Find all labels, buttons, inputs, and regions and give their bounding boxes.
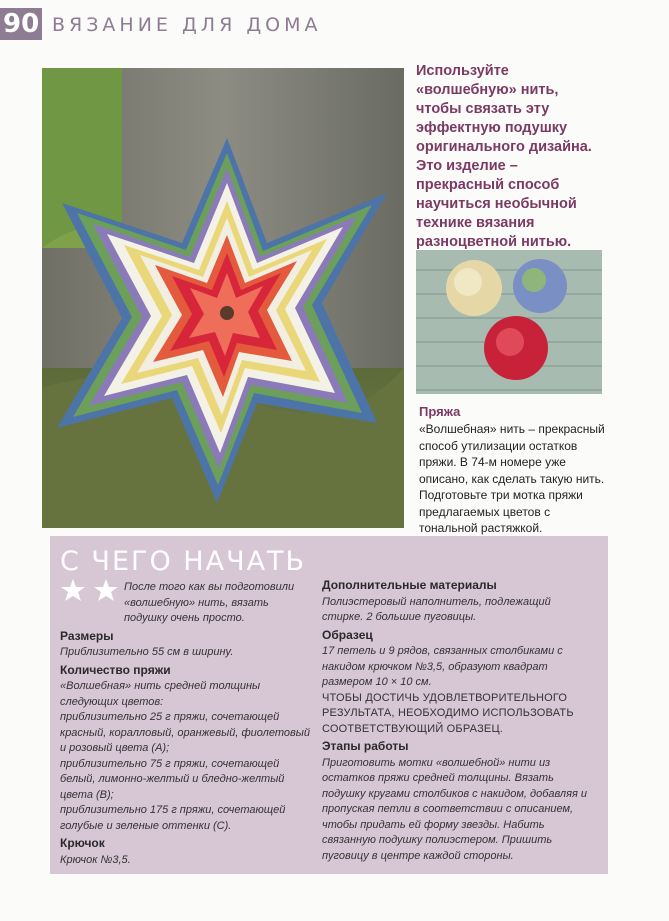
section-header: ВЯЗАНИЕ ДЛЯ ДОМА (52, 14, 322, 36)
lead-text: После того как вы подготовили «волшебную» нить, вязать подушку очень просто. (124, 581, 295, 624)
panel-title: С ЧЕГО НАЧАТЬ (60, 546, 307, 577)
yarn-balls-photo (416, 250, 602, 394)
sizes-text: Приблизительно 55 см в ширину. (60, 646, 234, 658)
hook-title: Крючок (60, 836, 105, 850)
steps-title: Этапы работы (322, 739, 409, 753)
yarn-amount-text: «Волшебная» нить средней толщины следующих цветов: (60, 680, 261, 708)
yarn-a-text: приблизительно 25 г пряжи, сочетающей красный, коралловый, оранжевый, фиолетовый и розовый цвета (A); (60, 711, 310, 754)
page-number: 90 (0, 8, 42, 40)
gauge-text: 17 петель и 9 рядов, связанных столбиками с накидом крючком №3,5, образуют квадрат размером 10 × 10 см. (322, 645, 563, 688)
right-column (322, 576, 592, 864)
pillow-photo (42, 68, 404, 528)
hook-text: Крючок №3,5. (60, 853, 131, 866)
intro-text: Используйте «волшебную» нить, чтобы связать эту эффектную подушку оригинального дизайна. Это изделие – прекрасный способ научиться необычной технике вязания разноцветной нитью. (416, 63, 592, 250)
gauge-title: Образец (322, 627, 373, 642)
left-column (60, 580, 312, 868)
gauge-note: ЧТОБЫ ДОСТИЧЬ УДОВЛЕТВОРИТЕЛЬНОГО РЕЗУЛЬТАТА, НЕОБХОДИМО ИСПОЛЬЗОВАТЬ СООТВЕТСТВУЮЩИЙ ОБРАЗЕЦ. (322, 691, 574, 735)
extra-materials-text: Полиэстеровый наполнитель, подлежащий стирке. 2 большие пуговицы. (322, 595, 551, 623)
yarn-amount-title: Количество пряжи (60, 662, 171, 677)
steps-text: Приготовить мотки «волшебной» нити из остатков пряжи средней толщины. Вязать подушку кругами столбиков с накидом, добавляя и пропуская петли в соответствии с описанием, чтобы придать ей форму звезды. Набить связанную подушку полиэстером. Пришить пуговицу в центре каждой стороны. (322, 756, 588, 862)
yarn-c-text: приблизительно 175 г пряжи, сочетающей голубые и зеленые оттенки (C). (60, 804, 286, 832)
yarn-section (419, 404, 609, 537)
yarn-text: «Волшебная» нить – прекрасный способ утилизации остатков пряжи. В 74-м номере уже описано, как сделать такую нить. Подготовьте три мотка пряжи предлагаемых цветов с тональной растяжкой. (419, 422, 605, 535)
yarn-b-text: приблизительно 75 г пряжи, сочетающей белый, лимонно-желтый и бледно-желтый цвета (B); (60, 757, 285, 801)
instructions-panel (50, 536, 608, 874)
extra-materials-title: Дополнительные материалы (322, 578, 497, 592)
sizes-title: Размеры (60, 628, 114, 643)
yarn-title: Пряжа (419, 404, 461, 419)
